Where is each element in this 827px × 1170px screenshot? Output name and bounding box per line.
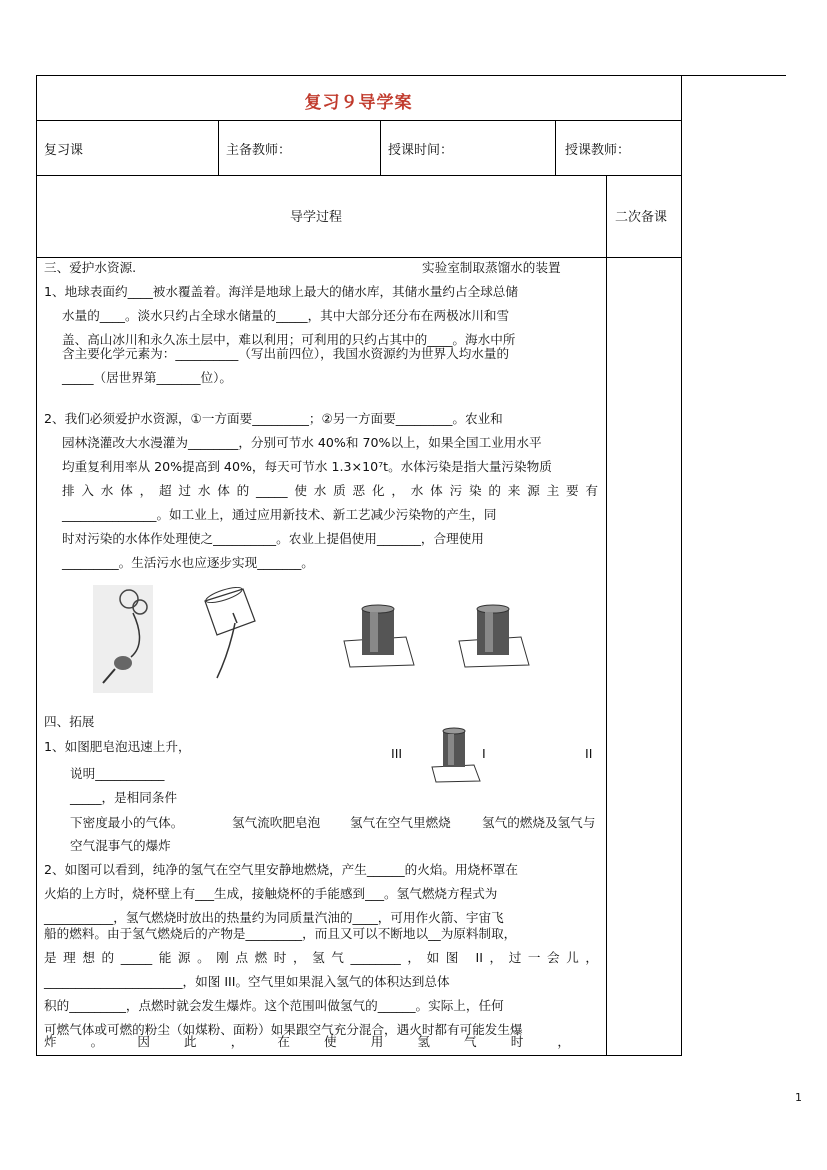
q2-line-6: 时对污染的水体作处理使之__________。农业上提倡使用_______，合理使用 (62, 531, 484, 546)
s4-q1-line-3: _____，是相同条件 (70, 790, 178, 805)
section3-heading: 三、爱护水资源. (44, 260, 137, 275)
s4-q2-line-6: ______________________，如图 III。空气里如果混入氢气的体积达到总体 (44, 974, 450, 989)
beaker-figure-2 (455, 603, 533, 668)
apparatus-caption: 实验室制取蒸馏水的装置 (422, 260, 561, 275)
s4-q2-line-2: 火焰的上方时，烧杯壁上有___生成，接触烧杯的手能感到___。氢气燃烧方程式为 (44, 886, 498, 901)
q2-line-2: 园林浇灌改大水漫灌为________，分别可节水 40%和 70%以上，如果全国工业用水平 (62, 435, 542, 450)
q2-line-3: 均重复利用率从 20%提高到 40%，每天可节水 1.3×10⁷t。水体污染是指大量污染物质 (62, 459, 552, 474)
caption-soap-bubble: 氢气流吹肥皂泡 (232, 815, 321, 830)
figure-label-I: I (482, 746, 486, 761)
col-divider-3 (555, 120, 556, 175)
s4-q1-line-1: 1、如图肥皂泡迅速上升， (44, 739, 191, 754)
info-course: 复习课 (44, 143, 84, 158)
process-label: 导学过程 (290, 210, 343, 225)
q1-line-4: 含主要化学元素为：__________（写出前四位），我国水资源约为世界人均水量的 (62, 346, 510, 361)
s4-q2-line-9: 炸。因此，在使用氢气时， (44, 1034, 598, 1049)
page-number: 1 (795, 1091, 802, 1104)
s4-q2-line-4: 船的燃料。由于氢气燃烧后的产物是_________，而且又可以不断地以__为原料制取， (44, 926, 517, 941)
s4-q2-line-5: 是理想的_____能源。刚点燃时，氢气________，如图 II，过一会儿， (44, 950, 598, 965)
q1-line-5: _____（居世界第_______位）。 (62, 370, 233, 385)
beaker-figure-1 (340, 603, 418, 668)
col-divider-side (606, 175, 607, 1056)
row-divider-info (36, 175, 682, 176)
side-label: 二次备课 (615, 210, 668, 225)
q2-line-4: 排入水体，超过水体的_____使水质恶化，水体污染的来源主要有 (62, 483, 598, 498)
hydrogen-burning-figure (195, 583, 270, 683)
info-class-time: 授课时间： (388, 143, 454, 158)
s4-q2-line-1: 2、如图可以看到，纯净的氢气在空气里安静地燃烧，产生______的火焰。用烧杯罩在 (44, 862, 518, 877)
s4-q2-line-7: 积的_________，点燃时就会发生爆炸。这个范围叫做氢气的______。实际上，任何 (44, 998, 504, 1013)
col-divider-1 (218, 120, 219, 175)
s4-q2-line-3: ___________，氢气燃烧时放出的热量约为同质量汽油的____，可用作火箭、宇宙飞 (44, 910, 504, 925)
q1-line-3: 盖、高山冰川和永久冻土层中，难以利用；可利用的只约占其中的____。海水中所 (62, 332, 516, 347)
caption-explosion: 氢气的燃烧及氢气与 (482, 815, 596, 830)
page-title: 复习９导学案 (304, 93, 413, 113)
row-divider-title (36, 120, 682, 121)
figure-label-III: III (391, 746, 403, 761)
q2-line-1: 2、我们必须爱护水资源，①一方面要_________；②另一方面要_________。农业和 (44, 411, 503, 426)
section4-heading: 四、拓展 (44, 714, 95, 729)
q1-line-1: 1、地球表面约____被水覆盖着。海洋是地球上最大的储水库，其储水量约占全球总储 (44, 284, 518, 299)
q1-line-2: 水量的____。淡水只约占全球水储量的_____，其中大部分还分布在两极冰川和雪 (62, 308, 510, 323)
info-teacher: 授课教师： (565, 143, 631, 158)
soap-bubble-figure (93, 585, 153, 693)
q2-line-5: _______________。如工业上，通过应用新技术、新工艺减少污染物的产生，同 (62, 507, 497, 522)
beaker-figure-3 (430, 725, 485, 783)
caption-explosion-cont: 空气混事气的爆炸 (70, 838, 171, 853)
q2-line-7: _________。生活污水也应逐步实现_______。 (62, 555, 314, 570)
col-divider-2 (380, 120, 381, 175)
s4-q2-line-8: 可燃气体或可燃的粉尘（如煤粉、面粉）如果跟空气充分混合，遇火时都有可能发生爆 (44, 1022, 523, 1037)
s4-q1-line-4: 下密度最小的气体。 (70, 815, 184, 830)
caption-hydrogen-burning: 氢气在空气里燃烧 (350, 815, 451, 830)
info-lead-teacher: 主备教师： (226, 143, 292, 158)
figure-label-II: II (585, 746, 593, 761)
s4-q1-line-2: 说明___________ (70, 766, 165, 781)
